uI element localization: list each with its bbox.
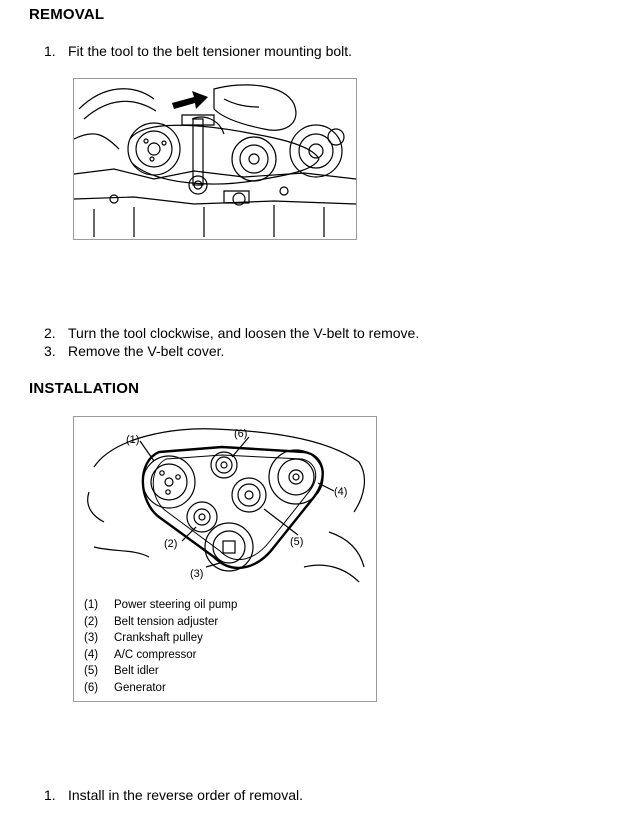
legend-number: (1) bbox=[84, 599, 99, 611]
step-text: Remove the V-belt cover. bbox=[68, 343, 225, 359]
legend-row bbox=[84, 680, 237, 697]
legend-label: Belt tension adjuster bbox=[114, 615, 219, 628]
legend-row bbox=[84, 597, 237, 614]
step-number: 2. bbox=[44, 325, 56, 341]
step-number: 1. bbox=[44, 787, 56, 803]
legend-row bbox=[84, 663, 237, 680]
callout-4: (4) bbox=[334, 486, 348, 498]
legend-label: A/C compressor bbox=[114, 648, 197, 661]
legend-label: Belt idler bbox=[114, 665, 159, 677]
legend-number: (2) bbox=[84, 615, 99, 628]
removal-heading: REMOVAL bbox=[29, 6, 105, 23]
step-text: Install in the reverse order of removal. bbox=[68, 787, 303, 803]
callout-6: (6) bbox=[234, 428, 248, 440]
callout-3: (3) bbox=[190, 568, 204, 580]
step-number: 1. bbox=[44, 43, 56, 59]
tool-on-tensioner-figure bbox=[73, 78, 357, 240]
step-number: 3. bbox=[44, 343, 56, 359]
legend-label: Crankshaft pulley bbox=[114, 632, 203, 644]
tensioner-tool-illustration bbox=[74, 79, 356, 239]
parts-legend bbox=[84, 597, 237, 696]
callout-1: (1) bbox=[126, 434, 140, 446]
removal-step-1 bbox=[44, 43, 352, 59]
belt-routing-diagram bbox=[74, 417, 376, 597]
installation-heading: INSTALLATION bbox=[29, 380, 140, 397]
legend-row bbox=[84, 647, 237, 664]
legend-row bbox=[84, 630, 237, 647]
legend-number: (5) bbox=[84, 665, 99, 677]
callout-5: (5) bbox=[290, 536, 304, 548]
installation-step-1 bbox=[44, 787, 303, 803]
legend-number: (6) bbox=[84, 681, 99, 694]
legend-number: (3) bbox=[84, 632, 99, 644]
legend-label: Power steering oil pump bbox=[114, 599, 238, 611]
step-text: Fit the tool to the belt tensioner mounting bolt. bbox=[68, 43, 353, 59]
legend-label: Generator bbox=[114, 681, 166, 694]
legend-number: (4) bbox=[84, 648, 99, 661]
legend-row bbox=[84, 614, 237, 631]
step-text: Turn the tool clockwise, and loosen the V-belt to remove. bbox=[68, 325, 420, 341]
callout-2: (2) bbox=[164, 538, 178, 550]
removal-step-3 bbox=[44, 343, 224, 359]
removal-step-2 bbox=[44, 325, 419, 341]
